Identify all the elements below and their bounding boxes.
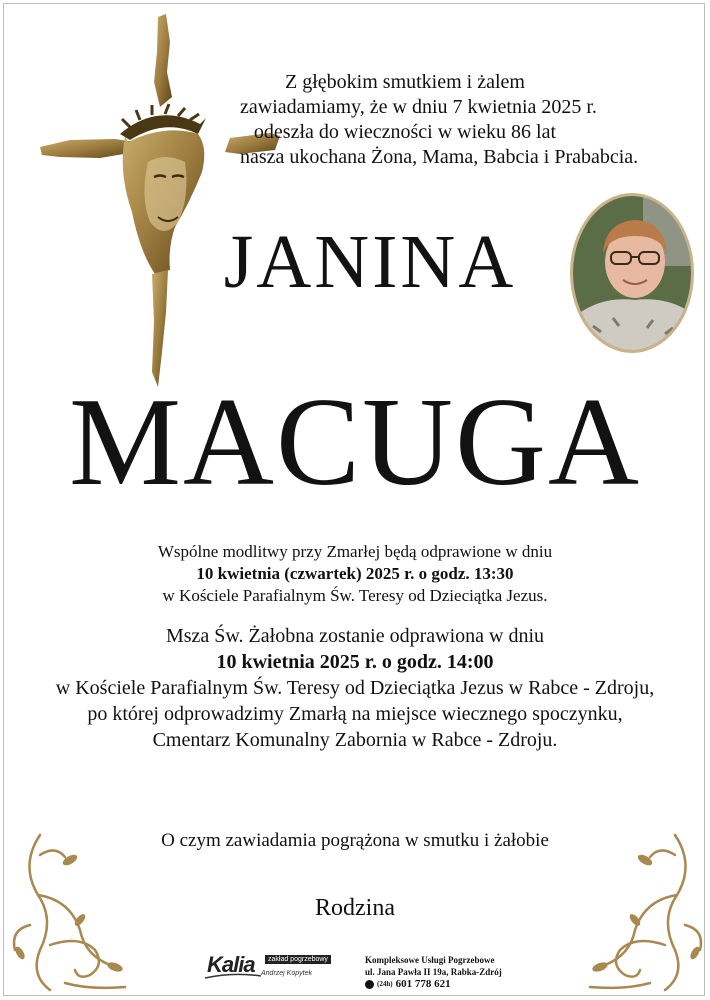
phone-note: (24h) (377, 980, 393, 988)
mass-announcement (20, 623, 690, 753)
logo-tag: zakład pogrzebowy (265, 955, 331, 964)
intro-line: odeszła do wieczności w wieku 86 lat (253, 121, 557, 143)
logo-swoosh (203, 972, 263, 982)
deceased-last-name: MACUGA (68, 373, 642, 512)
prayer-line: Wspólne modlitwy przy Zmarłej będą odprawione w dniu (157, 542, 553, 561)
company-name: Kompleksowe Usługi Pogrzebowe (365, 955, 495, 965)
funeral-home-contact (365, 954, 502, 990)
phone-icon (365, 980, 374, 989)
closing-line: O czym zawiadamia pogrążona w smutku i żałobie (161, 830, 549, 851)
prayer-announcement (60, 541, 650, 607)
logo-owner: Andrzej Kopytek (261, 970, 312, 977)
funeral-home-logo (203, 950, 363, 990)
mass-line: Msza Św. Żałobna zostanie odprawiona w dniu (165, 625, 545, 647)
intro-line: Z głębokim smutkiem i żalem (285, 71, 525, 93)
company-phone-row (365, 978, 502, 990)
cross-with-christ-image (40, 12, 280, 392)
signature-family: Rodzina (315, 895, 395, 921)
mass-place: w Kościele Parafialnym Św. Teresy od Dzieciątka Jezus w Rabce - Zdroju, (55, 677, 655, 699)
mass-date: 10 kwietnia 2025 r. o godz. 14:00 (216, 651, 494, 673)
intro-line: zawiadamiamy, że w dniu 7 kwietnia 2025 r. (240, 96, 597, 118)
deceased-first-name: JANINA (223, 220, 517, 304)
prayer-date: 10 kwietnia (czwartek) 2025 r. o godz. 13:30 (196, 564, 514, 583)
mass-line: po której odprowadzimy Zmarłą na miejsce wiecznego spoczynku, (87, 703, 623, 725)
logo-word: Kalia (207, 952, 255, 977)
deceased-portrait (570, 193, 694, 353)
intro-text (240, 70, 639, 170)
company-address: ul. Jana Pawła II 19a, Rabka-Zdrój (365, 967, 502, 977)
cemetery-line: Cmentarz Komunalny Zabornia w Rabce - Zdroju. (152, 729, 558, 751)
phone-number: 601 778 621 (395, 978, 451, 990)
intro-line: nasza ukochana Żona, Mama, Babcia i Prababcia. (240, 146, 639, 168)
prayer-place: w Kościele Parafialnym Św. Teresy od Dzieciątka Jezus. (162, 586, 548, 605)
